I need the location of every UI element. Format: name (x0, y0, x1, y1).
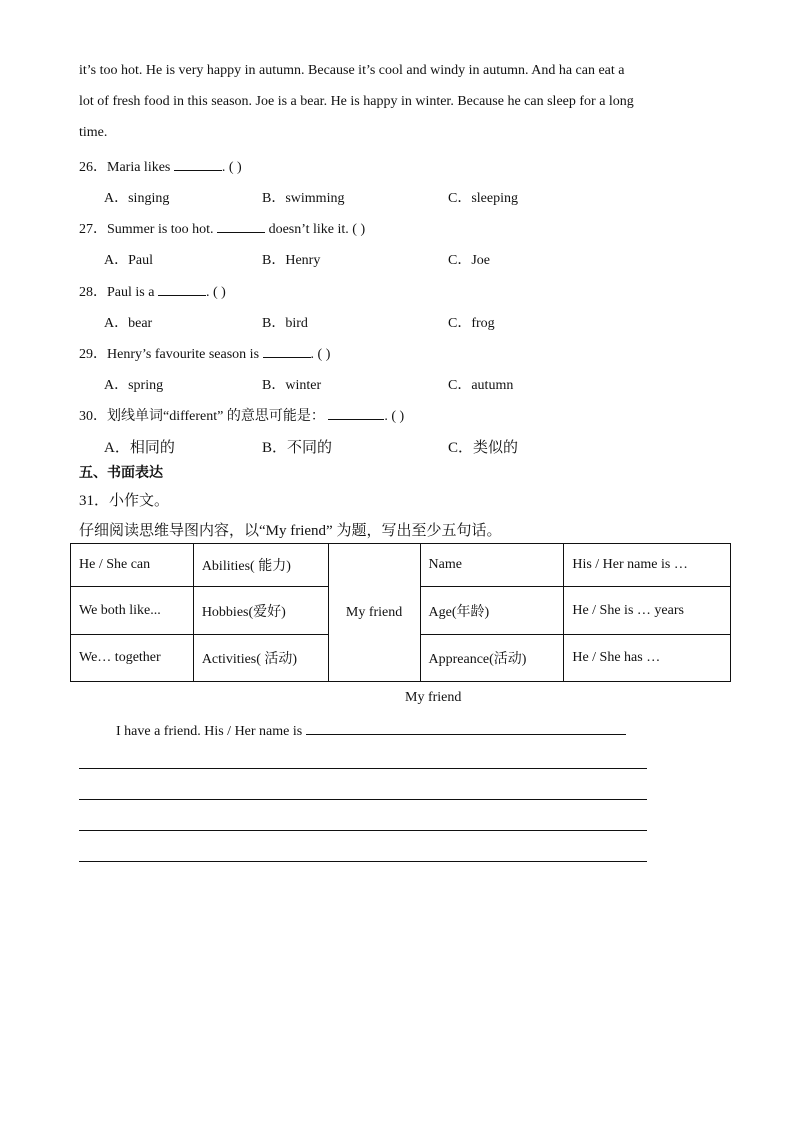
option-29-c[interactable]: C．autumn (448, 378, 514, 393)
mind-map-cell: Hobbies(爱好) (193, 587, 328, 635)
reading-passage (79, 55, 721, 148)
mind-map-cell: He / She has … (564, 635, 731, 682)
option-26-a[interactable]: A．singing (104, 191, 170, 206)
question-29-bracket: . ( ) (310, 347, 331, 362)
mind-map-cell: We both like... (71, 587, 194, 635)
option-26-c[interactable]: C．sleeping (448, 191, 518, 206)
essay-first-line (116, 722, 626, 740)
option-29-a[interactable]: A．spring (104, 378, 164, 393)
essay-writing-line[interactable] (79, 861, 647, 862)
question-28 (79, 281, 226, 301)
mind-map-cell: Appreance(活动) (420, 635, 564, 682)
question-27-stem: 27．Summer is too hot. (79, 222, 218, 237)
essay-instruction: 仔细阅读思维导图内容，以“My friend” 为题，写出至少五句话。 (79, 523, 502, 539)
question-28-bracket: . ( ) (205, 285, 226, 300)
mind-map-cell: He / She can (71, 544, 194, 587)
question-30-bracket: . ( ) (384, 409, 405, 424)
mind-map-cell: We… together (71, 635, 194, 682)
essay-start-text: I have a friend. His / Her name is (116, 724, 306, 739)
essay-writing-line[interactable] (79, 830, 647, 831)
section-heading: 五、书面表达 (79, 465, 163, 481)
option-27-c[interactable]: C．Joe (448, 253, 490, 268)
answer-blank-26[interactable] (174, 158, 222, 171)
mind-map-cell: His / Her name is … (564, 544, 731, 587)
essay-writing-line[interactable] (306, 722, 626, 735)
question-29 (79, 343, 330, 363)
mind-map-row (71, 544, 731, 587)
mind-map-cell: Activities( 活动) (193, 635, 328, 682)
option-27-a[interactable]: A．Paul (104, 253, 153, 268)
question-27-bracket: doesn’t like it. ( ) (265, 222, 366, 237)
option-30-a[interactable]: A．相同的 (104, 440, 175, 456)
option-28-c[interactable]: C．frog (448, 316, 495, 331)
passage-line-1: it’s too hot. He is very happy in autumn. Because it’s cool and windy in autumn. And ha can eat a (79, 63, 625, 78)
essay-writing-line[interactable] (79, 799, 647, 800)
question-27 (79, 218, 365, 238)
mind-map-center: My friend (328, 544, 420, 682)
mind-map-cell: Abilities( 能力) (193, 544, 328, 587)
option-30-b[interactable]: B．不同的 (262, 440, 333, 456)
question-26-bracket: . ( ) (221, 160, 242, 175)
answer-blank-30[interactable] (328, 407, 384, 420)
mind-map-table (70, 543, 731, 682)
option-27-b[interactable]: B．Henry (262, 253, 321, 268)
question-30-stem: 30．划线单词“different” 的意思可能是： (79, 409, 329, 424)
question-26-stem: 26．Maria likes (79, 160, 174, 175)
option-28-a[interactable]: A．bear (104, 316, 153, 331)
option-29-b[interactable]: B．winter (262, 378, 322, 393)
question-30 (79, 405, 404, 425)
answer-blank-28[interactable] (158, 283, 206, 296)
mind-map-cell: Name (420, 544, 564, 587)
passage-line-2: lot of fresh food in this season. Joe is a bear. He is happy in winter. Because he can sleep for a long (79, 94, 634, 109)
question-31: 31．小作文。 (79, 493, 170, 509)
passage-line-3: time. (79, 125, 108, 140)
option-26-b[interactable]: B．swimming (262, 191, 345, 206)
question-29-stem: 29．Henry’s favourite season is (79, 347, 263, 362)
essay-title: My friend (405, 690, 462, 705)
option-28-b[interactable]: B．bird (262, 316, 308, 331)
mind-map-cell: Age(年龄) (420, 587, 564, 635)
answer-blank-27[interactable] (217, 220, 265, 233)
option-30-c[interactable]: C．类似的 (448, 440, 519, 456)
mind-map-cell: He / She is … years (564, 587, 731, 635)
question-26 (79, 156, 242, 176)
answer-blank-29[interactable] (263, 345, 311, 358)
essay-writing-line[interactable] (79, 768, 647, 769)
question-28-stem: 28．Paul is a (79, 285, 158, 300)
